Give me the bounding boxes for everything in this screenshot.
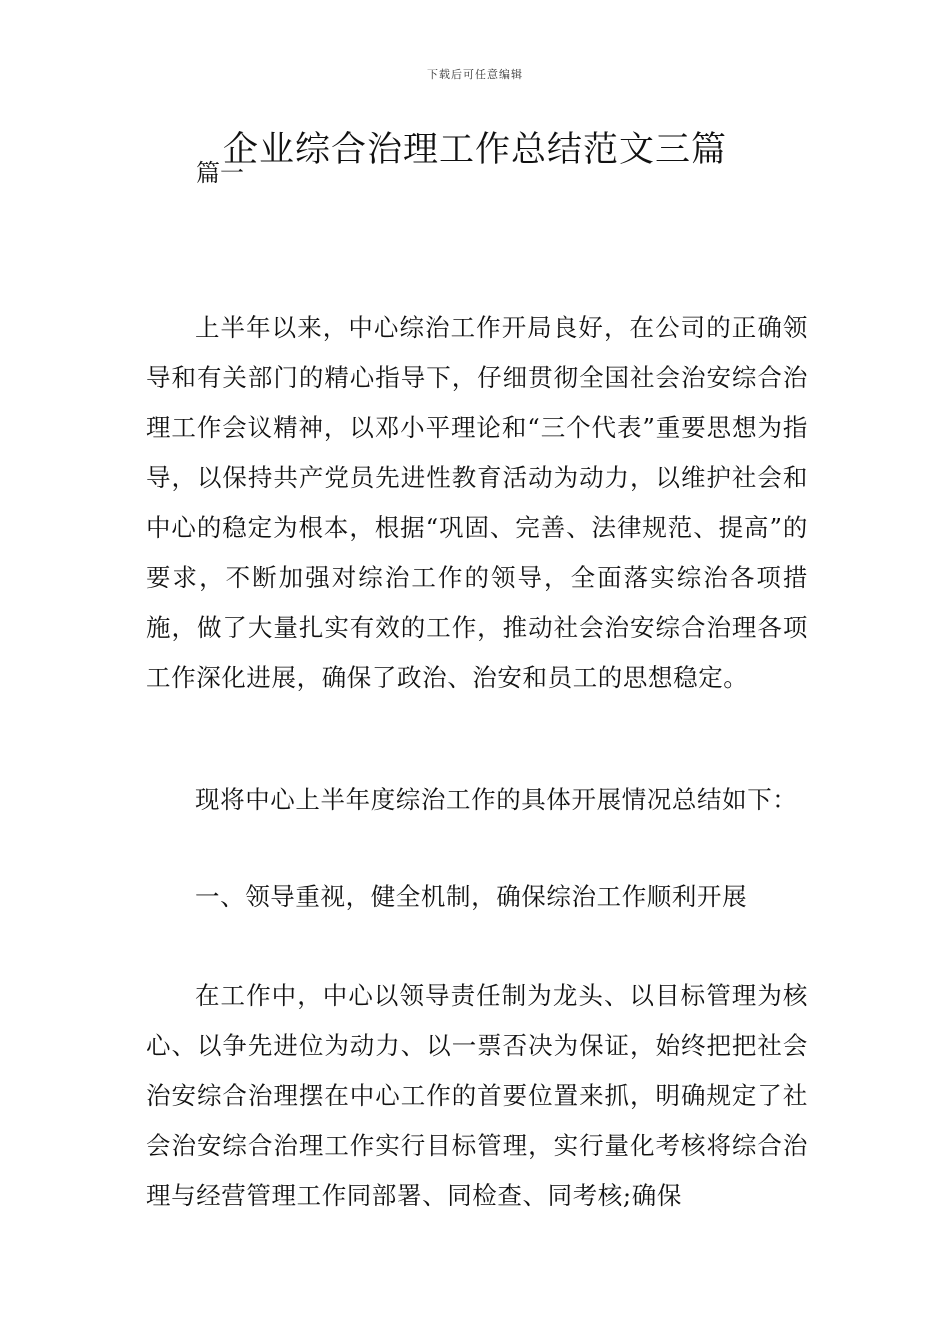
document-title: 企业综合治理工作总结范文三篇 (222, 130, 727, 170)
section-label: 篇一 (196, 159, 244, 187)
paragraph-section-1: 在工作中，中心以领导责任制为龙头、以目标管理为核心、以争先进位为动力、以一票否决为保证，始终把把社会治安综合治理摆在中心工作的首要位置来抓，明确规定了社会治安综合治理工作实行目标管理，实行量化考核将综合治理与经营管理工作同部署、同检查、同考核;确保 (146, 981, 808, 1210)
header-note: 下载后可任意编辑 (427, 68, 523, 81)
paragraph-intro: 上半年以来，中心综治工作开局良好，在公司的正确领导和有关部门的精心指导下，仔细贯彻全国社会治安综合治理工作会议精神，以邓小平理论和“三个代表”重要思想为指导，以保持共产党员先进性教育活动为动力，以维护社会和中心的稳定为根本，根据“巩固、完善、法律规范、提高”的要求，不断加强对综治工作的领导，全面落实综治各项措施，做了大量扎实有效的工作，推动社会治安综合治理各项工作深化进展，确保了政治、治安和员工的思想稳定。 (146, 313, 808, 692)
paragraph-summary-lead: 现将中心上半年度综治工作的具体开展情况总结如下： (195, 785, 798, 814)
section-heading-1: 一、领导重视，健全机制，确保综治工作顺利开展 (195, 882, 748, 911)
